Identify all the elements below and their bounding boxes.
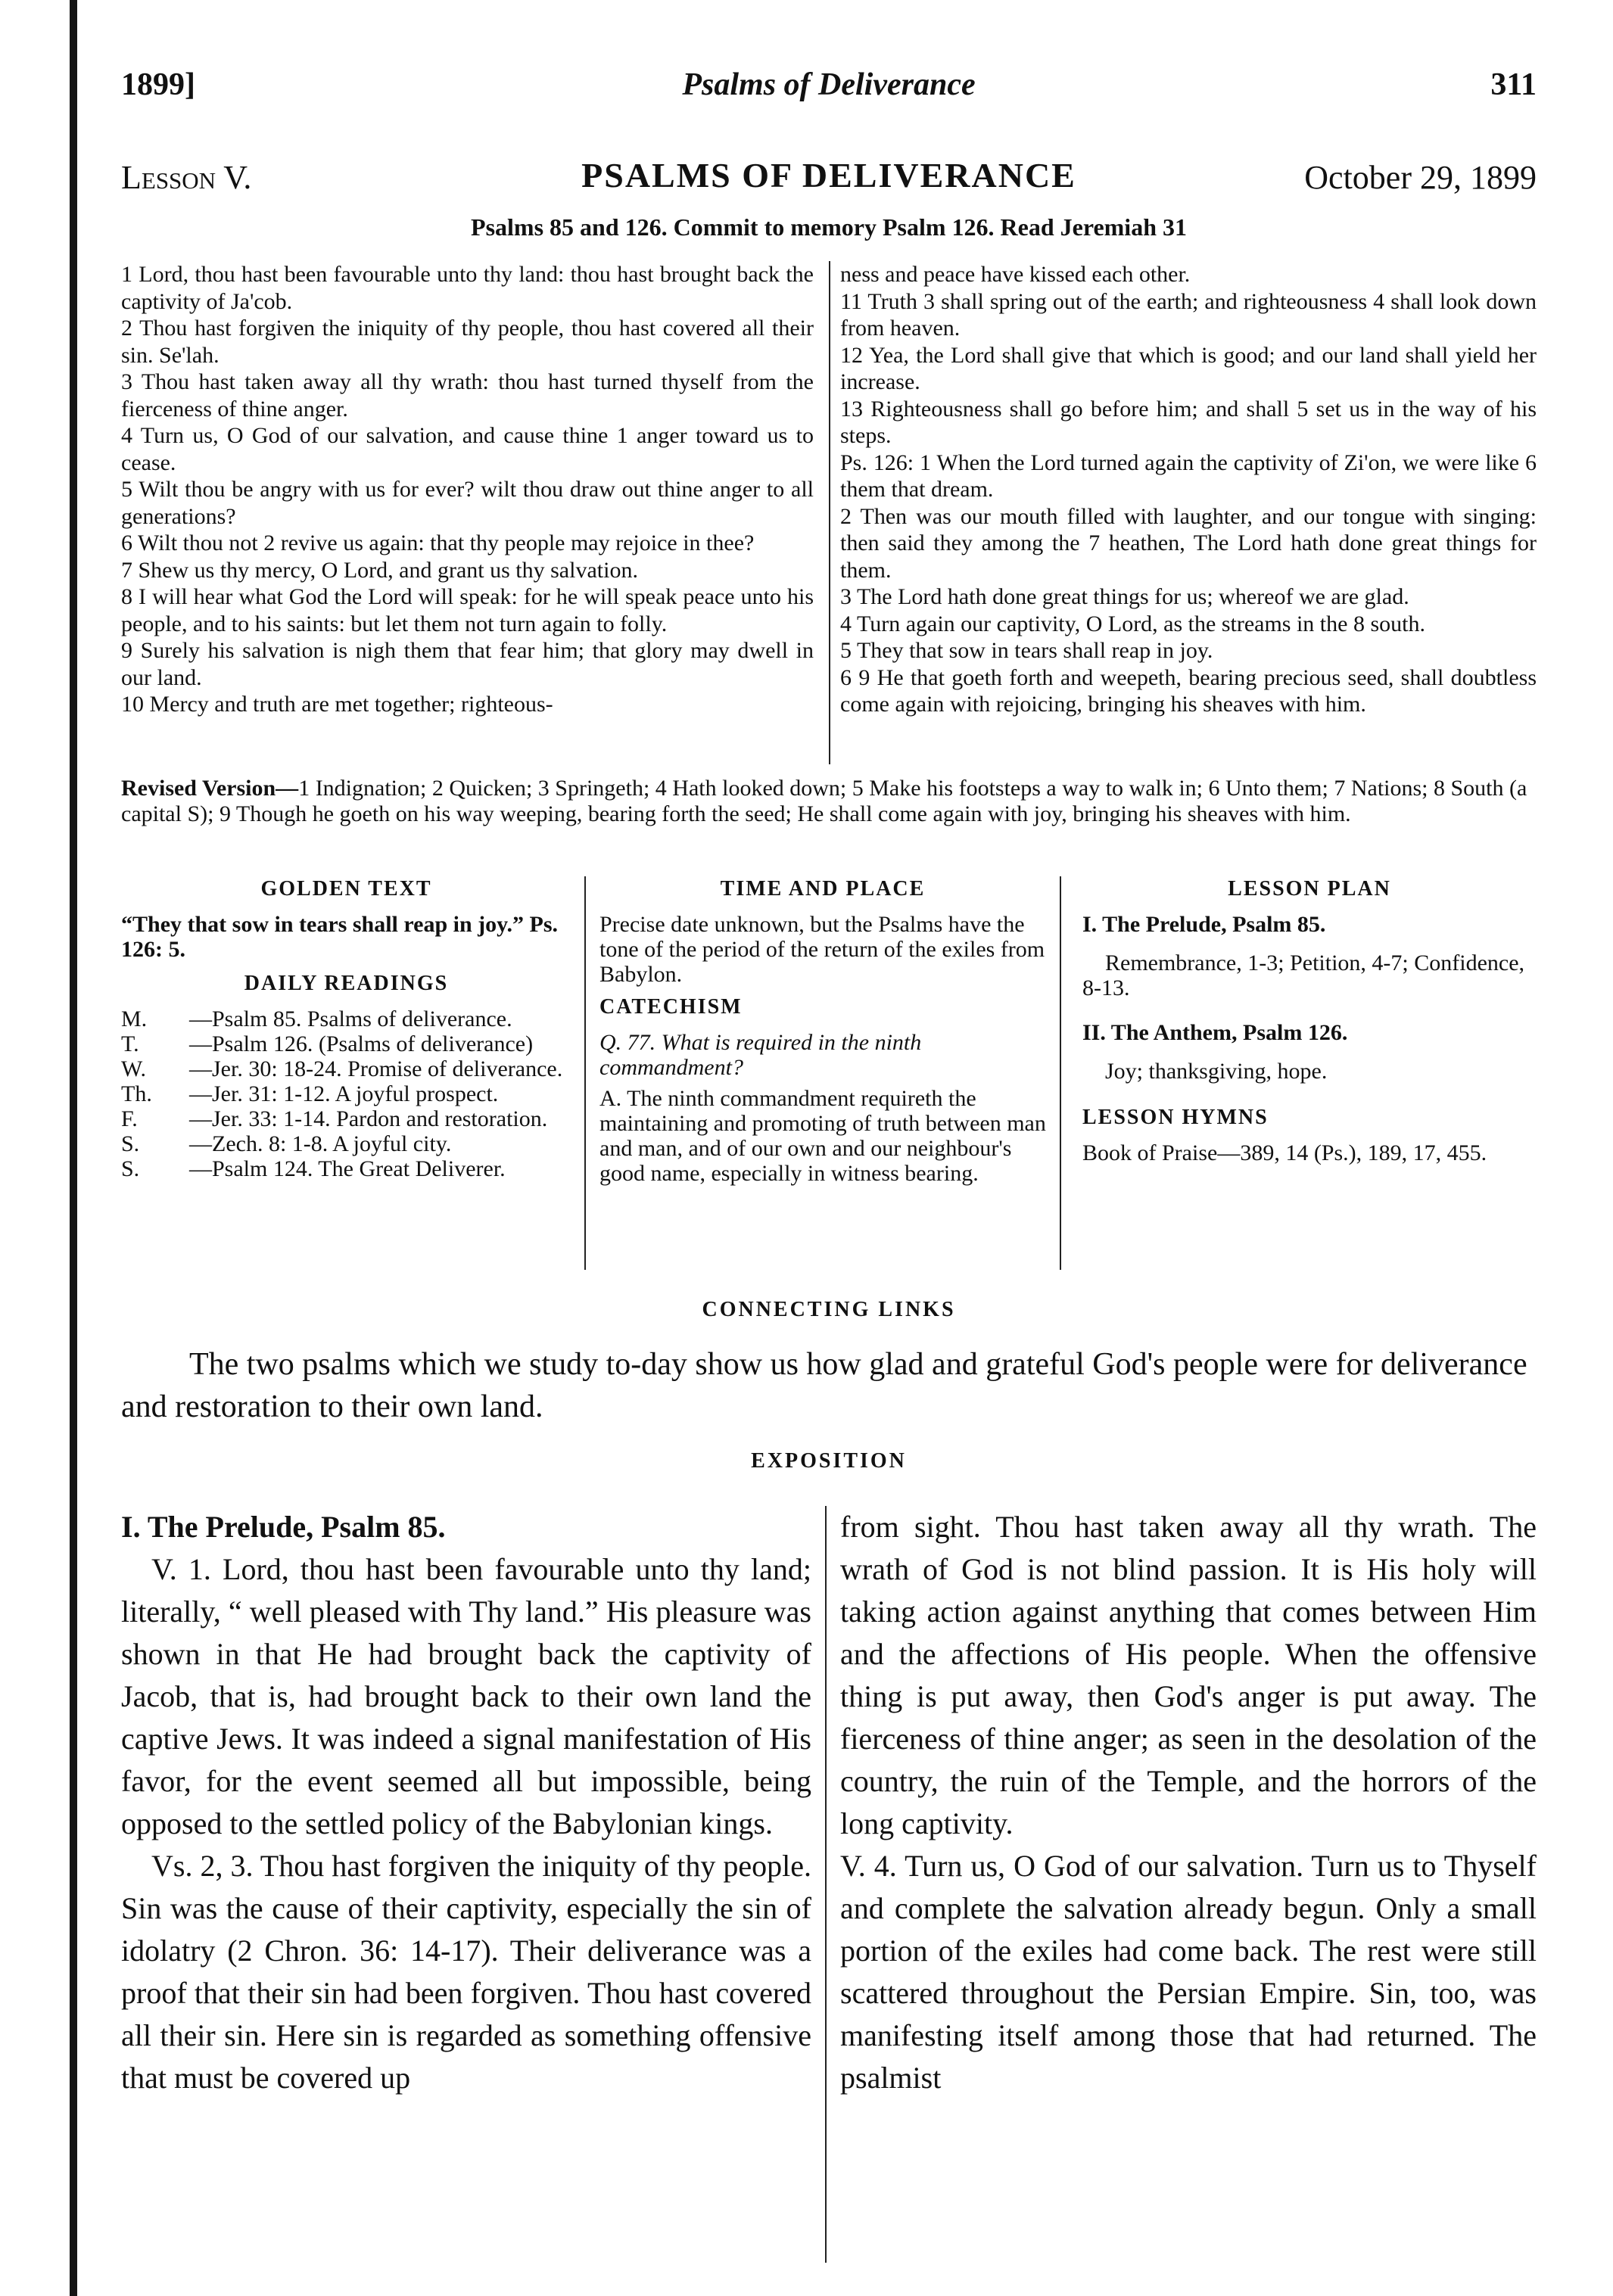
connecting-links-text: The two psalms which we study to-day show us how glad and grateful God's people were for deliverance and restoration to their own land.	[121, 1347, 1527, 1424]
reading-day: W.	[121, 1056, 147, 1081]
reading-day: M.	[121, 1006, 148, 1031]
lesson-hymns-text: Book of Praise—389, 14 (Ps.), 189, 17, 455.	[1082, 1140, 1487, 1165]
verse: 2 Then was our mouth filled with laughter, and our tongue with singing: then said they among the 7 heathen, The Lord hath done great things for them.	[840, 503, 1537, 583]
catechism-answer: A. The ninth commandment requireth the maintaining and promoting of truth between man and man, and of our own and our neighbour's good name, especially in witness bearing.	[599, 1086, 1046, 1186]
reading-text: —Psalm 126. (Psalms of deliverance)	[189, 1031, 534, 1056]
exposition-paragraph: Vs. 2, 3. Thou hast forgiven the iniquity of thy people. Sin was the cause of their captivity, especially the sin of idolatry (2 Chron. 36: 14-17). Their deliverance was a proof that their sin had been forgiven. Thou hast covered all their sin. Here sin is regarded as something offensive that must be covered up	[121, 1849, 811, 2095]
verse: 5 They that sow in tears shall reap in joy.	[840, 638, 1213, 663]
header-running-title: Psalms of Deliverance	[682, 67, 976, 102]
verse: 6 9 He that goeth forth and weepeth, bearing precious seed, shall doubtless come again with rejoicing, bringing his sheaves with him.	[840, 664, 1537, 717]
daily-reading-item	[121, 1156, 571, 1181]
daily-reading-item	[121, 1031, 571, 1056]
box-divider-2	[1060, 876, 1061, 1270]
verse: 7 Shew us thy mercy, O Lord, and grant us thy salvation.	[121, 557, 638, 583]
verse: 3 The Lord hath done great things for us; whereof we are glad.	[840, 584, 1409, 609]
exposition-right-column	[840, 1506, 1537, 2099]
exposition-heading: EXPOSITION	[751, 1449, 907, 1473]
daily-reading-item	[121, 1131, 571, 1156]
verse: 3 Thou hast taken away all thy wrath: thou hast turned thyself from the fierceness of thine anger.	[121, 369, 814, 422]
time-place-heading: TIME AND PLACE	[720, 877, 926, 901]
verse: 11 Truth 3 shall spring out of the earth; and righteousness 4 shall look down from heaven.	[840, 288, 1537, 341]
reading-text: —Psalm 85. Psalms of deliverance.	[189, 1006, 512, 1031]
verse: 2 Thou hast forgiven the iniquity of thy people, thou hast covered all their sin. Se'lah.	[121, 316, 814, 368]
verse: 9 Surely his salvation is nigh them that fear him; that glory may dwell in our land.	[121, 638, 814, 690]
scripture-left-column	[121, 261, 814, 718]
exposition-section-heading: I. The Prelude, Psalm 85.	[121, 1510, 446, 1544]
revised-version-label: Revised Version—	[121, 776, 299, 801]
lesson-plan-box	[1082, 876, 1537, 1171]
catechism-question: Q. 77. What is required in the ninth commandment?	[599, 1030, 922, 1080]
verse: 10 Mercy and truth are met together; righteous-	[121, 692, 553, 717]
revised-version-notes	[121, 776, 1537, 827]
verse: 6 Wilt thou not 2 revive us again: that thy people may rejoice in thee?	[121, 530, 755, 555]
scripture-right-column	[840, 261, 1537, 718]
lesson-title: PSALMS OF DELIVERANCE	[581, 156, 1076, 194]
golden-text-heading: GOLDEN TEXT	[260, 877, 432, 901]
daily-readings-heading: DAILY READINGS	[244, 972, 449, 995]
golden-text-box	[121, 876, 571, 1181]
verse: 13 Righteousness shall go before him; and shall 5 set us in the way of his steps.	[840, 396, 1537, 448]
verse: 12 Yea, the Lord shall give that which is good; and our land shall yield her increase.	[840, 342, 1537, 394]
reading-day: Th.	[121, 1081, 152, 1106]
exposition-left-column	[121, 1506, 811, 2099]
exposition-paragraph: from sight. Thou hast taken away all thy wrath. The wrath of God is not blind passion. It is His holy will taking action against anything that comes between Him and the affections of His people. When the offensive thing is put away, then God's anger is put away. The fierceness of thine anger; as seen in the desolation of the country, the ruin of the Temple, and the horrors of the long captivity.	[840, 1510, 1537, 1840]
reading-text: —Zech. 8: 1-8. A joyful city.	[189, 1131, 452, 1156]
reading-text: —Psalm 124. The Great Deliverer.	[189, 1156, 506, 1181]
daily-reading-item	[121, 1106, 571, 1131]
lesson-plan-part-1: I. The Prelude, Psalm 85.	[1082, 912, 1326, 937]
running-header	[121, 67, 1537, 104]
lesson-plan-part-2: II. The Anthem, Psalm 126.	[1082, 1020, 1348, 1045]
reading-text: —Jer. 30: 18-24. Promise of deliverance.	[189, 1056, 563, 1081]
reading-day: F.	[121, 1106, 138, 1131]
exposition-paragraph: V. 4. Turn us, O God of our salvation. Turn us to Thyself and complete the salvation already begun. Only a small portion of the exiles had come back. The rest were still scattered throughout the Persian Empire. Sin, too, was manifesting itself among those that had returned. The psalmist	[840, 1849, 1537, 2095]
lesson-plan-part-1-detail: Remembrance, 1-3; Petition, 4-7; Confidence, 8-13.	[1082, 950, 1525, 1000]
lesson-hymns-heading: LESSON HYMNS	[1082, 1106, 1269, 1129]
lesson-reference: Psalms 85 and 126. Commit to memory Psalm 126. Read Jeremiah 31	[471, 213, 1187, 241]
header-page-number: 311	[1490, 67, 1537, 102]
revised-version-text: 1 Indignation; 2 Quicken; 3 Springeth; 4 Hath looked down; 5 Make his footsteps a way to walk in; 6 Unto them; 7 Nations; 8 South (a capital S); 9 Though he goeth on his way weeping, bearing forth the seed; He shall come again with joy, bringing his sheaves with him.	[121, 776, 1527, 826]
verse: 4 Turn again our captivity, O Lord, as the streams in the 8 south.	[840, 611, 1425, 636]
connecting-links-heading: CONNECTING LINKS	[702, 1298, 956, 1321]
lesson-plan-heading: LESSON PLAN	[1228, 877, 1391, 901]
lesson-title-bar	[121, 155, 1537, 201]
lesson-label: Lesson V.	[121, 159, 252, 196]
verse: ness and peace have kissed each other.	[840, 262, 1191, 287]
lesson-date: October 29, 1899	[1304, 159, 1537, 196]
box-divider-1	[584, 876, 586, 1270]
verse: Ps. 126: 1 When the Lord turned again the captivity of Zi'on, we were like 6 them that dream.	[840, 450, 1537, 502]
scripture-column-divider	[829, 261, 830, 764]
reading-day: S.	[121, 1131, 140, 1156]
verse: 4 Turn us, O God of our salvation, and cause thine 1 anger toward us to cease.	[121, 423, 814, 475]
time-place-text: Precise date unknown, but the Psalms have the tone of the period of the return of the exiles from Babylon.	[599, 912, 1045, 987]
verse: 1 Lord, thou hast been favourable unto thy land: thou hast brought back the captivity of Ja'cob.	[121, 262, 814, 314]
time-place-box	[599, 876, 1046, 1192]
exposition-paragraph: V. 1. Lord, thou hast been favourable unto thy land; literally, “ well pleased with Thy land.” His pleasure was shown in that He had brought back the captivity of Jacob, that is, had brought back to their own land the captive Jews. It was indeed a signal manifestation of His favor, for the event seemed all but impossible, being opposed to the settled policy of the Babylonian kings.	[121, 1552, 811, 1840]
daily-reading-item	[121, 1081, 571, 1106]
header-year: 1899]	[121, 67, 195, 102]
reading-day: S.	[121, 1156, 140, 1181]
verse: 8 I will hear what God the Lord will speak: for he will speak peace unto his people, and to his saints: but let them not turn again to folly.	[121, 584, 814, 636]
reading-text: —Jer. 31: 1-12. A joyful prospect.	[189, 1081, 499, 1106]
lesson-plan-part-2-detail: Joy; thanksgiving, hope.	[1105, 1059, 1328, 1084]
daily-reading-item	[121, 1006, 571, 1031]
reading-day: T.	[121, 1031, 139, 1056]
reading-text: —Jer. 33: 1-14. Pardon and restoration.	[189, 1106, 548, 1131]
exposition-column-divider	[825, 1506, 827, 2263]
golden-text: “They that sow in tears shall reap in joy.” Ps. 126: 5.	[121, 912, 558, 962]
catechism-heading: CATECHISM	[599, 995, 743, 1019]
verse: 5 Wilt thou be angry with us for ever? wilt thou draw out thine anger to all generations?	[121, 477, 814, 529]
daily-reading-item	[121, 1056, 571, 1081]
page-edge-shadow	[70, 0, 77, 2296]
